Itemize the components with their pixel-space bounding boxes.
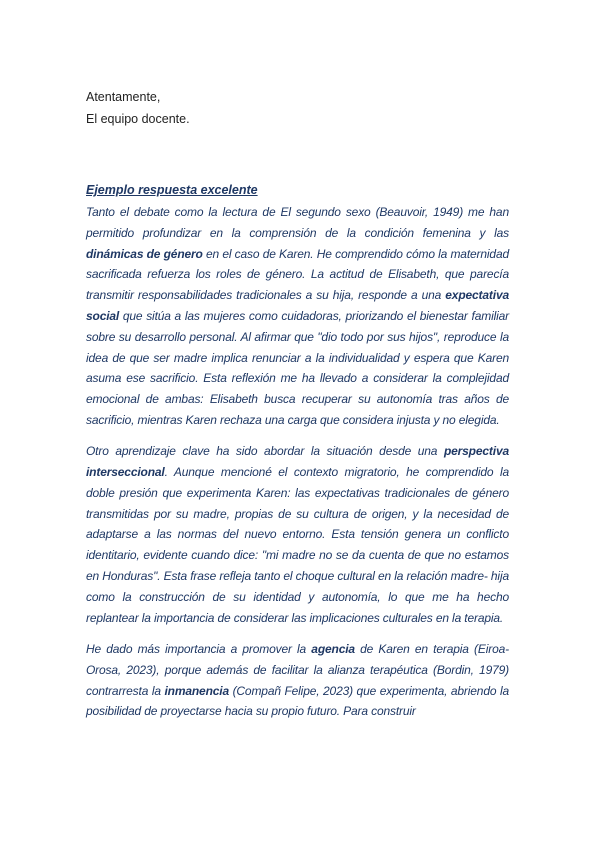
paragraph-text: Otro aprendizaje clave ha sido abordar la situación desde una [86, 444, 444, 459]
example-answer-section [86, 180, 509, 733]
example-heading: Ejemplo respuesta excelente [86, 183, 258, 197]
bold-term-inmanencia: inmanencia [164, 683, 229, 698]
bold-term-agencia: agencia [311, 641, 355, 656]
paragraph-text: (Compañ Felipe, 2023) que experimenta, abriendo la posibilidad de proyectarse hacia su propio futuro. Para construir [86, 683, 510, 719]
closing-salutation: Atentamente, [86, 90, 161, 104]
bold-term-perspectiva: perspectiva interseccional [86, 444, 509, 480]
paragraph-1 [86, 202, 509, 431]
paragraph-3 [86, 639, 509, 722]
paragraph-text: de Karen en terapia (Eiroa-Orosa, 2023), porque además de facilitar la alianza terapéutica (Bordin, 1979) contrarresta la [86, 641, 509, 698]
paragraph-text: He dado más importancia a promover la [86, 641, 312, 656]
closing-signature: El equipo docente. [86, 112, 190, 126]
paragraph-2 [86, 441, 509, 628]
paragraph-text: Tanto el debate como la lectura de El segundo sexo (Beauvoir, 1949) me han permitido profundizar en la comprensión de la condición femenina y las [86, 205, 509, 240]
paragraph-text: en el caso de Karen. He comprendido cómo la maternidad sacrificada refuerza los roles de género. La actitud de Elisabeth, que parecía transmitir responsabilidades tradicionales a su hija, responde a una [86, 246, 509, 303]
paragraph-text: . Aunque mencioné el contexto migratorio, he comprendido la doble presión que experimenta Karen: las expectativas tradicionales de género transmitidas por su madre, propias de su cultura de origen, y la necesidad de adaptarse a las normas del nuevo entorno. Esta tensión genera un conflicto identitario, evidente cuando dice: "mi madre no se da cuenta de que no estamos en Honduras". Esta frase refleja tanto el choque cultural en la relación madre- hija como la construcción de su identidad y autonomía, lo que me ha hecho replantear la importancia de considerar las implicaciones culturales en la terapia. [86, 465, 509, 625]
bold-term-dinamicas: dinámicas de género [86, 246, 203, 261]
paragraph-text: que sitúa a las mujeres como cuidadoras, priorizando el bienestar familiar sobre su desarrollo personal. Al afirmar que "dio todo por sus hijos", reproduce la idea de que ser madre implica renunciar a la individualidad y espera que Karen asuma ese sacrificio. Esta reflexión me ha llevado a considerar la complejidad emocional de ambas: Elisabeth busca recuperar su autonomía tras años de sacrificio, mientras Karen rechaza una carga que considera injusta y no elegida. [86, 308, 509, 427]
bold-term-expectativa: expectativa social [86, 288, 509, 323]
closing-block [86, 86, 190, 130]
